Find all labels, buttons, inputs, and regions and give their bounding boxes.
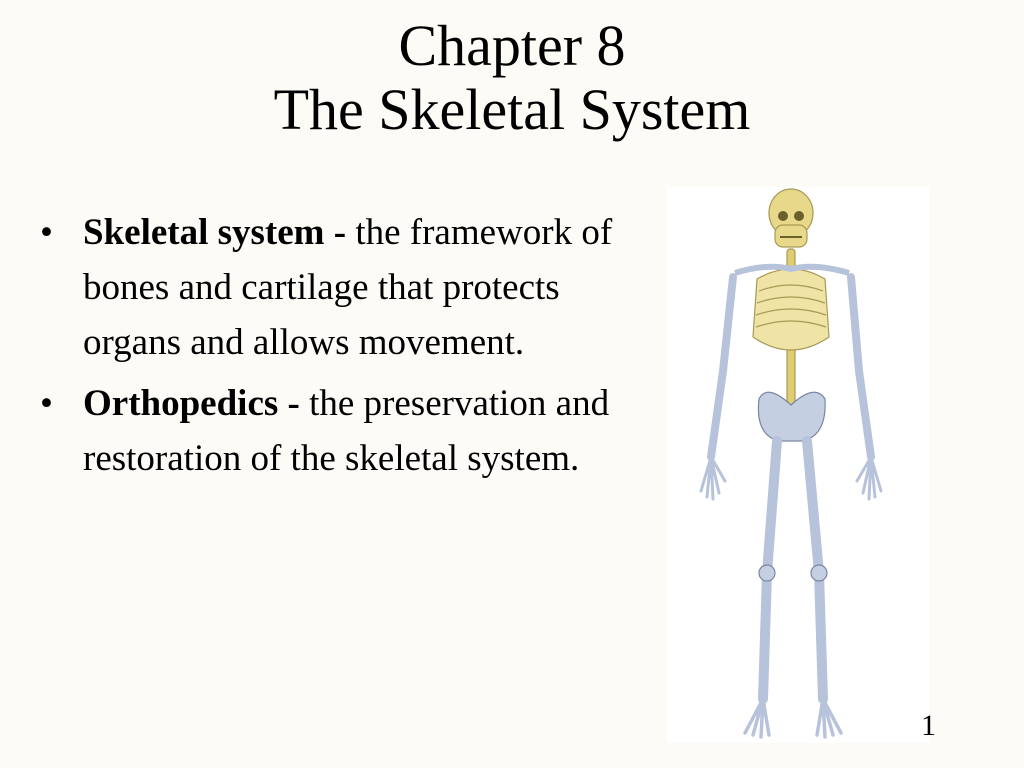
bullet-text: [83, 205, 665, 370]
bullet-definition: the preservation and restoration of the skeletal system.: [83, 383, 610, 479]
bullet-list: [40, 205, 665, 492]
skeleton-icon: [667, 187, 929, 743]
bullet-dot: •: [40, 212, 53, 253]
bullet-text: [83, 376, 665, 486]
slide-title: [0, 14, 1024, 142]
bullet-term: Orthopedics -: [83, 383, 310, 424]
bullet-skeletal-system: [40, 205, 665, 370]
title-topic: The Skeletal System: [273, 77, 751, 142]
bullet-term: Skeletal system -: [83, 212, 356, 253]
bullet-orthopedics: [40, 376, 665, 486]
skeleton-image: [667, 187, 929, 743]
bullet-definition: the framework of bones and cartilage that protects organs and allows movement.: [83, 212, 613, 363]
bullet-dot: •: [40, 383, 53, 424]
page-number: 1: [921, 709, 936, 742]
title-chapter: Chapter 8: [398, 13, 626, 78]
